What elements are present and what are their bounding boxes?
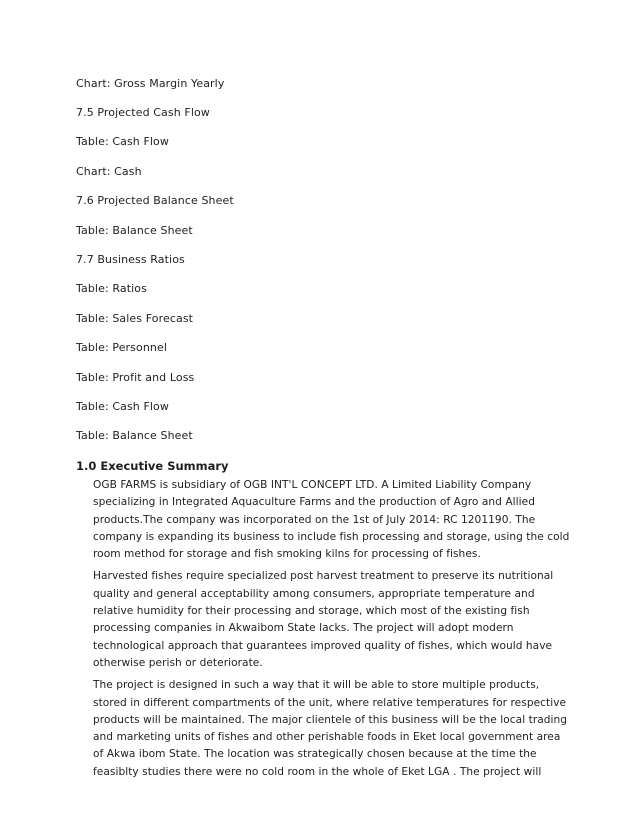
text-line: products.The company was incorporated on the 1st of July 2014: RC 1201190. The bbox=[93, 513, 536, 526]
text-line: OGB FARMS is subsidiary of OGB INT'L CONCEPT LTD. A Limited Liability Company bbox=[93, 479, 532, 491]
text-line: Harvested fishes require specialized post harvest treatment to preserve its nutritional bbox=[93, 570, 554, 583]
section-body bbox=[93, 477, 573, 786]
toc-entry: Table: Sales Forecast bbox=[76, 312, 194, 325]
toc-entry: 7.7 Business Ratios bbox=[76, 253, 185, 266]
text-line: specializing in Integrated Aquaculture Farms and the production of Agro and Allied bbox=[93, 496, 535, 509]
text-line: processing companies in Akwaibom State lacks. The project will adopt modern bbox=[93, 622, 514, 635]
text-line: feasiblty studies there were no cold room in the whole of Eket LGA . The project will bbox=[93, 765, 542, 778]
toc-entry: 7.5 Projected Cash Flow bbox=[76, 106, 210, 119]
toc-entry: Table: Balance Sheet bbox=[76, 429, 193, 442]
text-line: relative humidity for their processing and storage, which most of the existing fish bbox=[93, 605, 530, 618]
toc-entry: Table: Personnel bbox=[76, 341, 168, 354]
toc-entry: Table: Profit and Loss bbox=[76, 371, 195, 384]
section-heading: 1.0 Executive Summary bbox=[76, 459, 229, 473]
toc-entry: Table: Cash Flow bbox=[76, 135, 169, 148]
text-line: of Akwa ibom State. The location was strategically chosen because at the time the bbox=[93, 748, 537, 761]
toc-entry: Chart: Cash bbox=[76, 165, 142, 178]
toc-entry: Table: Ratios bbox=[76, 282, 147, 295]
text-line: products will be maintained. The major clientele of this business will be the local trading bbox=[93, 713, 568, 726]
toc-entry: Table: Cash Flow bbox=[76, 400, 169, 413]
paragraph bbox=[93, 568, 573, 672]
text-line: technological approach that guarantees improved quality of fishes, which would have bbox=[93, 639, 553, 652]
text-line: otherwise perish or deteriorate. bbox=[93, 656, 263, 669]
toc-entry: 7.6 Projected Balance Sheet bbox=[76, 194, 234, 207]
toc-entry: Table: Balance Sheet bbox=[76, 224, 193, 237]
text-line: stored in different compartments of the unit, where relative temperatures for respective bbox=[93, 696, 567, 709]
text-line: and marketing units of fishes and other perishable foods in Eket local government area bbox=[93, 731, 561, 744]
text-line: The project is designed in such a way that it will be able to store multiple products, bbox=[93, 679, 540, 692]
toc-entry: Chart: Gross Margin Yearly bbox=[76, 77, 225, 90]
text-line: room method for storage and fish smoking kilns for processing of fishes. bbox=[93, 548, 481, 561]
text-line: quality and general acceptability among consumers, appropriate temperature and bbox=[93, 587, 535, 600]
text-line: company is expanding its business to include fish processing and storage, using the cold bbox=[93, 530, 570, 543]
paragraph bbox=[93, 477, 573, 563]
paragraph bbox=[93, 677, 573, 781]
